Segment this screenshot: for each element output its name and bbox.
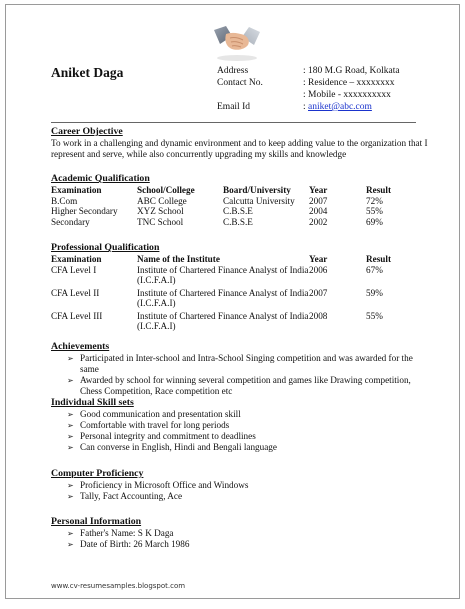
list-item-text: Awarded by school for winning several competition and games like Drawing competition, Chess Competition, Race competition etc — [80, 375, 411, 396]
list-item — [67, 539, 433, 550]
header-divider — [51, 122, 416, 123]
list-item-text: Tally, Fact Accounting, Ace — [80, 491, 183, 501]
footer-url: www.cv-resumesamples.blogspot.com — [51, 582, 186, 590]
column-header: Board/University — [223, 185, 291, 195]
computer-heading: Computer Proficiency — [51, 468, 144, 479]
arrow-bullet-icon: ➢ — [67, 529, 74, 538]
email-label: Email Id — [217, 102, 250, 112]
table-row — [51, 196, 406, 207]
academic-heading: Academic Qualification — [51, 173, 150, 184]
table-row — [51, 206, 406, 217]
career-objective-text: To work in a challenging and dynamic environment and to keep adding value to the organization that I represent and serve, while also concurrently upgrading my skills and knowledge — [51, 138, 428, 159]
column-header: Examination — [51, 185, 102, 195]
mobile-row — [217, 89, 400, 101]
arrow-bullet-icon: ➢ — [67, 421, 74, 430]
table-cell: Institute of Chartered Finance Analyst of India (I.C.F.A.I) — [137, 310, 309, 331]
academic-header-row — [51, 185, 406, 196]
address-label: Address — [217, 66, 249, 76]
list-item-text: Comfortable with travel for long periods — [80, 420, 230, 430]
column-header: Result — [366, 254, 392, 264]
list-item-text: Participated in Inter-school and Intra-School Singing competition and was awarded for the same — [80, 353, 413, 374]
list-item — [67, 409, 433, 420]
residence-phone: : Residence – xxxxxxxx — [303, 78, 395, 88]
table-cell: B.Com — [51, 195, 78, 206]
list-item — [67, 480, 433, 491]
achievements-heading: Achievements — [51, 341, 110, 352]
achievements-list — [67, 353, 433, 397]
table-row — [51, 265, 406, 286]
mobile-phone: : Mobile - xxxxxxxxxx — [303, 90, 391, 100]
arrow-bullet-icon: ➢ — [67, 432, 74, 441]
list-item — [67, 353, 433, 375]
career-objective-heading: Career Objective — [51, 126, 123, 137]
table-cell: ABC College — [137, 195, 187, 206]
table-cell: XYZ School — [137, 206, 184, 216]
email-link[interactable]: aniket@abc.com — [308, 102, 372, 112]
column-header: Examination — [51, 254, 102, 264]
table-cell: Calcutta University — [223, 195, 295, 206]
column-header: Name of the Institute — [137, 254, 220, 264]
professional-table — [51, 254, 406, 332]
table-cell: CFA Level I — [51, 264, 97, 275]
list-item-text: Good communication and presentation skill — [80, 409, 241, 419]
list-item — [67, 528, 433, 539]
arrow-bullet-icon: ➢ — [67, 540, 74, 549]
table-cell: 2004 — [309, 206, 328, 216]
table-cell: 69% — [366, 216, 383, 227]
table-cell: CFA Level II — [51, 287, 100, 298]
list-item-text: Father's Name: S K Daga — [80, 528, 174, 538]
personal-list — [67, 528, 433, 550]
arrow-bullet-icon: ➢ — [67, 354, 74, 363]
list-item-text: Date of Birth: 26 March 1986 — [80, 539, 190, 549]
column-header: School/College — [137, 185, 195, 195]
professional-heading: Professional Qualification — [51, 242, 160, 253]
table-cell: 2007 — [309, 195, 328, 206]
professional-header-row — [51, 254, 406, 265]
address-row — [217, 65, 400, 77]
personal-heading: Personal Information — [51, 516, 142, 527]
email-row — [217, 101, 400, 113]
table-cell: 2008 — [309, 310, 328, 321]
column-header: Result — [366, 185, 392, 195]
table-cell: Secondary — [51, 216, 90, 227]
table-row — [51, 217, 406, 228]
email-value-wrap — [303, 101, 372, 113]
computer-list — [67, 480, 433, 502]
table-cell: Institute of Chartered Finance Analyst of India (I.C.F.A.I) — [137, 264, 309, 285]
table-cell: TNC School — [137, 216, 184, 227]
list-item — [67, 442, 433, 453]
table-cell: 72% — [366, 195, 383, 206]
table-cell: 2006 — [309, 264, 328, 275]
table-cell: CFA Level III — [51, 310, 103, 321]
resume-page — [5, 4, 460, 599]
list-item — [67, 491, 433, 502]
column-header: Year — [309, 254, 328, 264]
table-cell: 55% — [366, 206, 383, 216]
handshake-icon — [212, 22, 262, 62]
contact-block — [217, 65, 400, 113]
address-value: : 180 M.G Road, Kolkata — [303, 66, 400, 76]
table-cell: C.B.S.E — [223, 216, 253, 227]
arrow-bullet-icon: ➢ — [67, 410, 74, 419]
email-separator: : — [303, 102, 309, 112]
arrow-bullet-icon: ➢ — [67, 481, 74, 490]
candidate-name: Aniket Daga — [51, 65, 124, 80]
contact-label: Contact No. — [217, 78, 263, 88]
arrow-bullet-icon: ➢ — [67, 492, 74, 501]
table-cell: Higher Secondary — [51, 206, 118, 216]
column-header: Year — [309, 185, 328, 195]
skills-heading: Individual Skill sets — [51, 397, 134, 408]
table-cell: 55% — [366, 310, 383, 321]
mobile-spacer — [217, 89, 303, 101]
contact-row — [217, 77, 400, 89]
table-row — [51, 288, 406, 309]
academic-table — [51, 185, 406, 227]
skills-list — [67, 409, 433, 453]
table-row — [51, 311, 406, 332]
table-cell: 59% — [366, 287, 383, 298]
list-item — [67, 431, 433, 442]
list-item-text: Personal integrity and commitment to deadlines — [80, 431, 256, 441]
table-cell: 67% — [366, 264, 383, 275]
arrow-bullet-icon: ➢ — [67, 443, 74, 452]
list-item — [67, 375, 433, 397]
list-item-text: Can converse in English, Hindi and Bengali language — [80, 442, 277, 452]
arrow-bullet-icon: ➢ — [67, 376, 74, 385]
list-item — [67, 420, 433, 431]
table-cell: C.B.S.E — [223, 206, 253, 216]
table-cell: 2007 — [309, 287, 328, 298]
list-item-text: Proficiency in Microsoft Office and Windows — [80, 480, 249, 490]
table-cell: 2002 — [309, 216, 328, 227]
table-cell: Institute of Chartered Finance Analyst of India (I.C.F.A.I) — [137, 287, 309, 308]
